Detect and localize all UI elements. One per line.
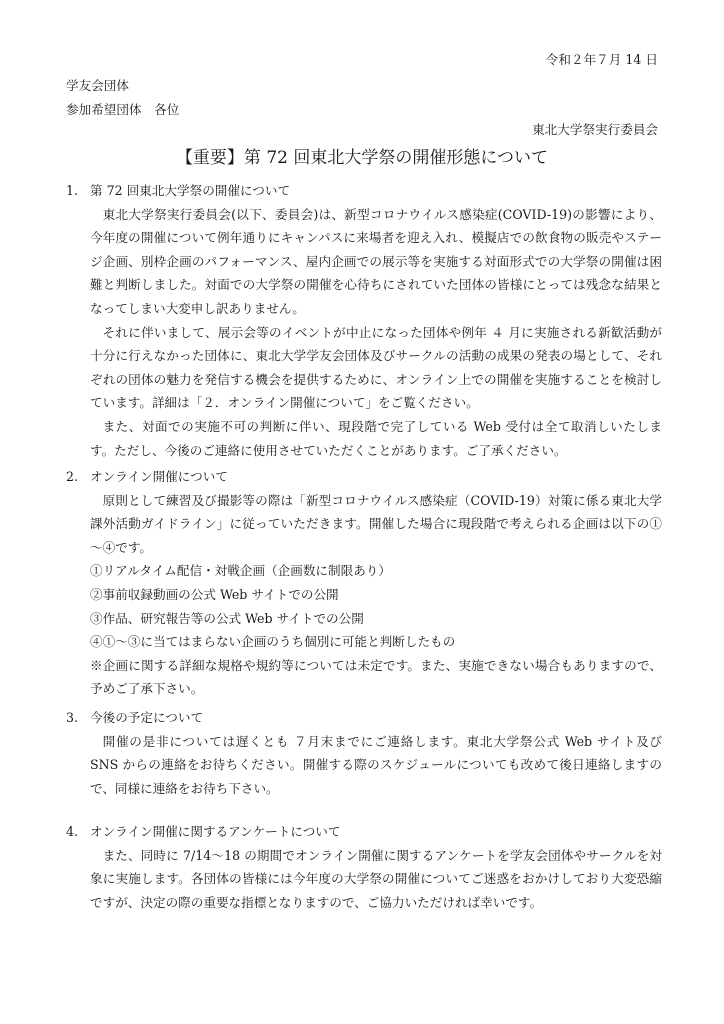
section-number: 4. <box>66 824 79 839</box>
section-2 <box>66 465 662 701</box>
list-item: ④①～③に当てはまらない企画のうち個別に可能と判断したもの <box>90 634 456 650</box>
paragraph: それに伴いまして、展示会等のイベントが中止になった団体や例年 ４ 月に実施される新歓活動が十分に行えなかった団体に、東北大学学友会団体及びサークルの活動の成果の発表の場として、それぞれの団体の魅力を発信する機会を提供するために、オンライン上での開催を実施することを検討しています。詳細は「２．オンライン開催について」をご覧ください。 <box>90 324 662 411</box>
section-heading <box>66 820 662 844</box>
recipient-line: 学友会団体 <box>66 78 129 93</box>
section-number: 1. <box>66 183 79 198</box>
section-body <box>66 203 662 463</box>
paragraph: また、同時に 7/14～18 の期間でオンライン開催に関するアンケートを学友会団体やサークルを対象に実施します。各団体の皆様には今年度の大学祭の開催についてご迷惑をおかけしており大変恐縮ですが、決定の際の重要な指標となりますので、ご協力いただければ幸いです。 <box>90 847 662 910</box>
section-body <box>66 730 662 801</box>
section-3 <box>66 706 662 800</box>
planned-items-list <box>90 559 662 653</box>
section-title: 今後の予定について <box>90 710 204 725</box>
section-body <box>66 489 662 701</box>
recipient-line: 参加希望団体 各位 <box>66 101 180 117</box>
paragraph: 原則として練習及び撮影等の際は「新型コロナウイルス感染症（COVID-19）対策に係る東北大学課外活動ガイドライン」に従っていただきます。開催した場合に現段階で考えられる企画は以下の①～④です。 <box>90 492 662 555</box>
section-heading <box>66 706 662 730</box>
paragraph: 東北大学祭実行委員会(以下、委員会)は、新型コロナウイルス感染症(COVID-19)の影響により、今年度の開催について例年通りにキャンパスに来場者を迎え入れ、模擬店での飲食物の販売やステージ企画、別枠企画のパフォーマンス、屋内企画での展示等を実施する対面形式での大学祭の開催は困難と判断しました。対面での大学祭の開催を心待ちにされていた団体の皆様にとっては残念な結果となってしまい大変申し訳ありません。 <box>90 206 662 316</box>
paragraph: 開催の是非については遅くとも ７月末までにご連絡します。東北大学祭公式 Web サイト及び SNS からの連絡をお待ちください。開催する際のスケジュールについても改めて後日連絡しますので、同様に連絡をお待ち下さい。 <box>90 733 662 796</box>
list-item: ②事前収録動画の公式 Web サイトでの公開 <box>90 586 339 602</box>
section-number: 3. <box>66 710 79 725</box>
issue-date: 令和２年７月 14 日 <box>545 52 658 67</box>
section-body <box>66 844 662 915</box>
section-title: 第 72 回東北大学祭の開催について <box>90 183 291 198</box>
section-1 <box>66 179 662 462</box>
section-heading <box>66 465 662 489</box>
paragraph: また、対面での実施不可の判断に伴い、現段階で完了している Web 受付は全て取消しいたします。ただし、今後のご連絡に使用させていただくことがあります。ご了承ください。 <box>90 418 662 458</box>
list-item: ③作品、研究報告等の公式 Web サイトでの公開 <box>90 610 364 626</box>
section-title: オンライン開催に関するアンケートについて <box>90 824 341 839</box>
note-text: ※企画に関する詳細な規格や規約等については未定です。また、実施できない場合もありますので、予めご了承下さい。 <box>90 657 662 697</box>
recipients-block <box>66 74 179 121</box>
section-number: 2. <box>66 469 79 484</box>
document-title: 【重要】第 72 回東北大学祭の開催形態について <box>175 148 549 168</box>
section-heading <box>66 179 662 203</box>
sender-name: 東北大学祭実行委員会 <box>532 122 658 137</box>
list-item: ①リアルタイム配信・対戦企画（企画数に制限あり） <box>90 563 391 579</box>
section-4 <box>66 820 662 914</box>
section-title: オンライン開催について <box>90 469 228 484</box>
